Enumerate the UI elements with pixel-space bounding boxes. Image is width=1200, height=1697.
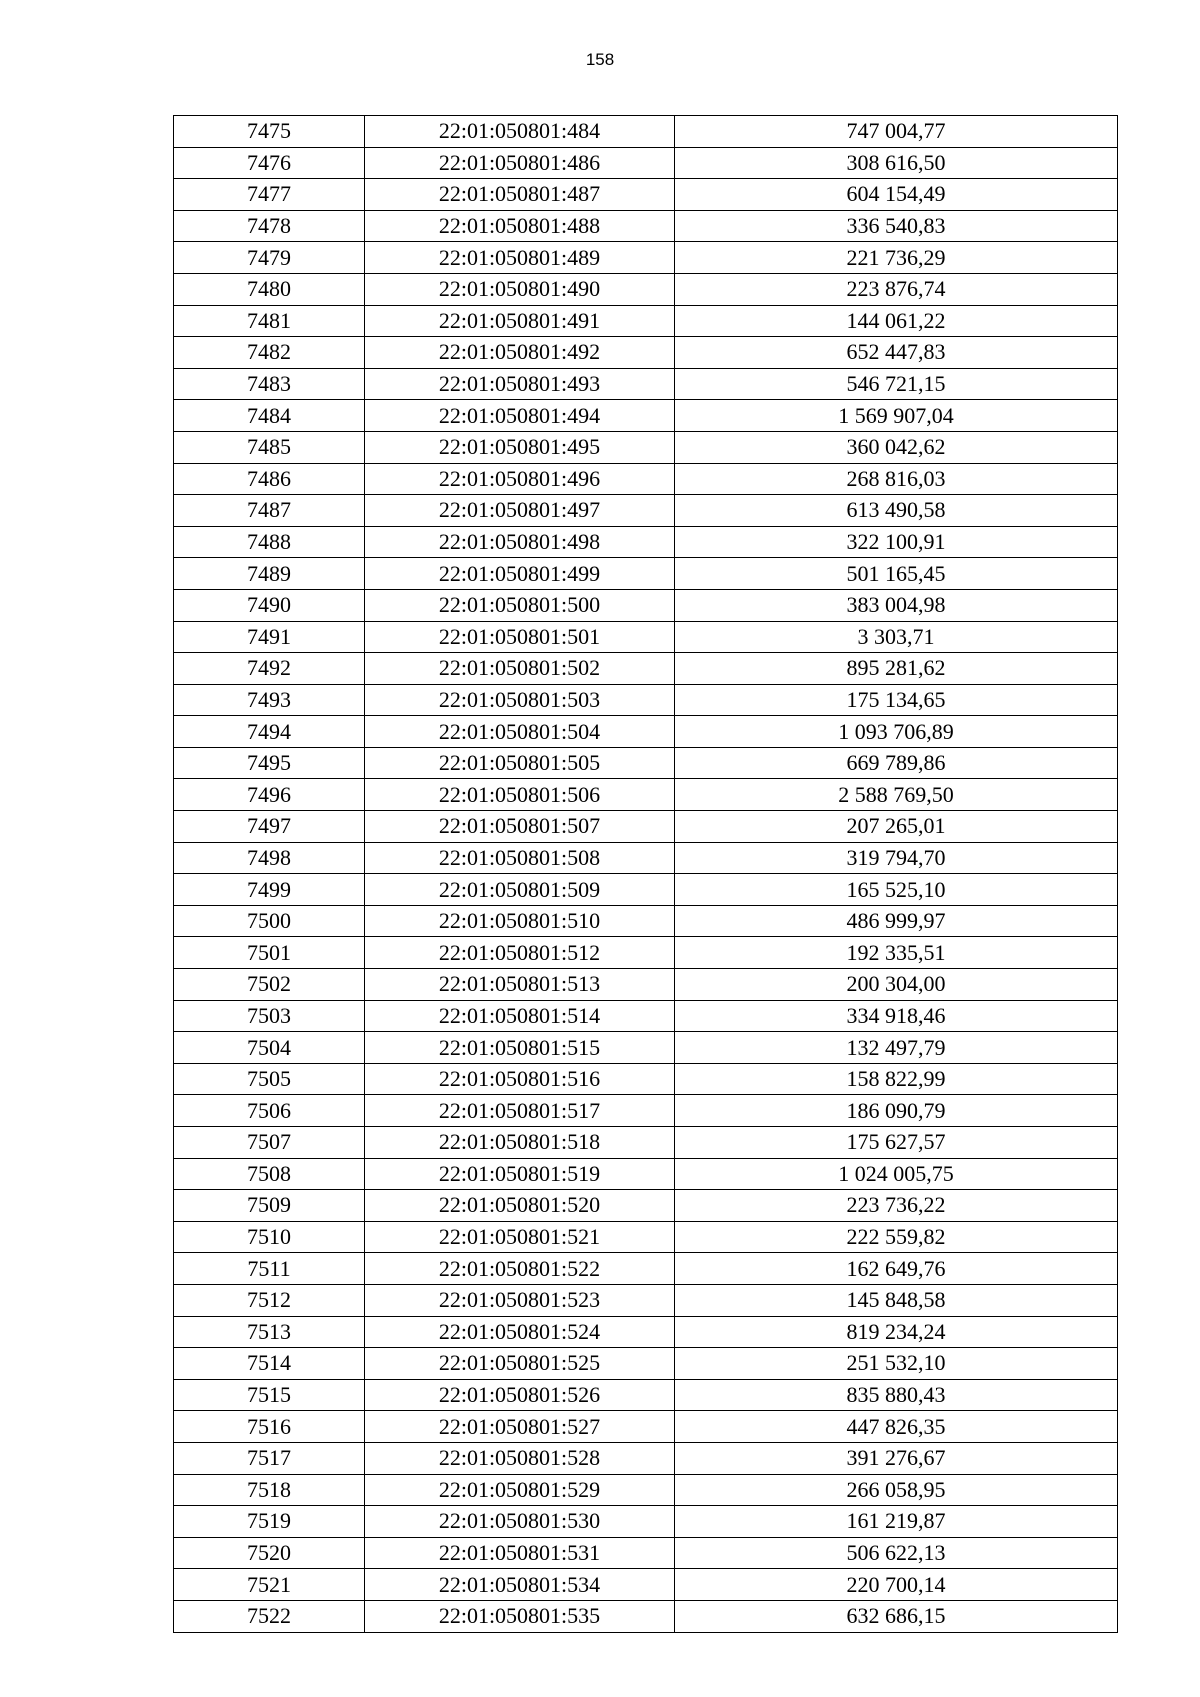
table-row <box>174 747 1118 779</box>
row-number-cell: 7506 <box>174 1095 365 1127</box>
cadastral-number-cell: 22:01:050801:501 <box>365 621 675 653</box>
table-row <box>174 905 1118 937</box>
cadastral-number-cell: 22:01:050801:502 <box>365 653 675 685</box>
cadastral-value-cell: 360 042,62 <box>675 431 1118 463</box>
cadastral-value-table <box>173 115 1118 1633</box>
row-number-cell: 7504 <box>174 1032 365 1064</box>
table-row <box>174 811 1118 843</box>
cadastral-number-cell: 22:01:050801:518 <box>365 1127 675 1159</box>
table-row <box>174 400 1118 432</box>
cadastral-value-cell: 322 100,91 <box>675 526 1118 558</box>
cadastral-number-cell: 22:01:050801:525 <box>365 1348 675 1380</box>
cadastral-number-cell: 22:01:050801:524 <box>365 1316 675 1348</box>
cadastral-value-cell: 223 876,74 <box>675 273 1118 305</box>
row-number-cell: 7500 <box>174 905 365 937</box>
row-number-cell: 7508 <box>174 1158 365 1190</box>
cadastral-value-cell: 132 497,79 <box>675 1032 1118 1064</box>
table-row <box>174 1000 1118 1032</box>
row-number-cell: 7486 <box>174 463 365 495</box>
cadastral-number-cell: 22:01:050801:523 <box>365 1284 675 1316</box>
cadastral-number-cell: 22:01:050801:490 <box>365 273 675 305</box>
cadastral-number-cell: 22:01:050801:492 <box>365 337 675 369</box>
table-row <box>174 969 1118 1001</box>
table-row <box>174 1537 1118 1569</box>
cadastral-value-cell: 207 265,01 <box>675 811 1118 843</box>
table-row <box>174 1063 1118 1095</box>
row-number-cell: 7511 <box>174 1253 365 1285</box>
cadastral-number-cell: 22:01:050801:496 <box>365 463 675 495</box>
table-row <box>174 463 1118 495</box>
table-row <box>174 116 1118 148</box>
cadastral-value-cell: 165 525,10 <box>675 874 1118 906</box>
row-number-cell: 7512 <box>174 1284 365 1316</box>
cadastral-value-cell: 1 569 907,04 <box>675 400 1118 432</box>
cadastral-value-cell: 1 093 706,89 <box>675 716 1118 748</box>
row-number-cell: 7509 <box>174 1190 365 1222</box>
table-row <box>174 1032 1118 1064</box>
cadastral-value-cell: 819 234,24 <box>675 1316 1118 1348</box>
cadastral-value-cell: 546 721,15 <box>675 368 1118 400</box>
cadastral-number-cell: 22:01:050801:522 <box>365 1253 675 1285</box>
cadastral-value-cell: 308 616,50 <box>675 147 1118 179</box>
cadastral-value-cell: 266 058,95 <box>675 1474 1118 1506</box>
row-number-cell: 7505 <box>174 1063 365 1095</box>
cadastral-value-cell: 336 540,83 <box>675 210 1118 242</box>
table-row <box>174 1316 1118 1348</box>
cadastral-number-cell: 22:01:050801:487 <box>365 179 675 211</box>
cadastral-value-cell: 158 822,99 <box>675 1063 1118 1095</box>
cadastral-value-cell: 200 304,00 <box>675 969 1118 1001</box>
row-number-cell: 7497 <box>174 811 365 843</box>
row-number-cell: 7495 <box>174 747 365 779</box>
row-number-cell: 7503 <box>174 1000 365 1032</box>
table-row <box>174 526 1118 558</box>
cadastral-value-cell: 144 061,22 <box>675 305 1118 337</box>
table-row <box>174 1569 1118 1601</box>
cadastral-value-cell: 175 627,57 <box>675 1127 1118 1159</box>
cadastral-value-cell: 145 848,58 <box>675 1284 1118 1316</box>
cadastral-value-cell: 319 794,70 <box>675 842 1118 874</box>
table-row <box>174 1253 1118 1285</box>
cadastral-number-cell: 22:01:050801:484 <box>365 116 675 148</box>
table-row <box>174 1127 1118 1159</box>
table-row <box>174 1474 1118 1506</box>
cadastral-value-cell: 175 134,65 <box>675 684 1118 716</box>
cadastral-number-cell: 22:01:050801:493 <box>365 368 675 400</box>
row-number-cell: 7478 <box>174 210 365 242</box>
table-row <box>174 1190 1118 1222</box>
cadastral-value-cell: 895 281,62 <box>675 653 1118 685</box>
row-number-cell: 7480 <box>174 273 365 305</box>
table-row <box>174 1506 1118 1538</box>
cadastral-value-cell: 222 559,82 <box>675 1221 1118 1253</box>
row-number-cell: 7520 <box>174 1537 365 1569</box>
table-row <box>174 653 1118 685</box>
table-row <box>174 242 1118 274</box>
cadastral-value-cell: 192 335,51 <box>675 937 1118 969</box>
cadastral-number-cell: 22:01:050801:534 <box>365 1569 675 1601</box>
cadastral-value-cell: 747 004,77 <box>675 116 1118 148</box>
cadastral-number-cell: 22:01:050801:514 <box>365 1000 675 1032</box>
cadastral-value-cell: 161 219,87 <box>675 1506 1118 1538</box>
table-row <box>174 1348 1118 1380</box>
row-number-cell: 7481 <box>174 305 365 337</box>
table-row <box>174 621 1118 653</box>
cadastral-number-cell: 22:01:050801:510 <box>365 905 675 937</box>
row-number-cell: 7507 <box>174 1127 365 1159</box>
row-number-cell: 7522 <box>174 1600 365 1632</box>
cadastral-number-cell: 22:01:050801:509 <box>365 874 675 906</box>
cadastral-number-cell: 22:01:050801:516 <box>365 1063 675 1095</box>
table-row <box>174 1284 1118 1316</box>
page-number: 158 <box>585 50 615 69</box>
row-number-cell: 7494 <box>174 716 365 748</box>
cadastral-value-cell: 501 165,45 <box>675 558 1118 590</box>
table-row <box>174 210 1118 242</box>
cadastral-number-cell: 22:01:050801:529 <box>365 1474 675 1506</box>
table-row <box>174 1411 1118 1443</box>
table-row <box>174 1442 1118 1474</box>
table-row <box>174 147 1118 179</box>
row-number-cell: 7518 <box>174 1474 365 1506</box>
row-number-cell: 7502 <box>174 969 365 1001</box>
table-row <box>174 874 1118 906</box>
cadastral-number-cell: 22:01:050801:499 <box>365 558 675 590</box>
row-number-cell: 7476 <box>174 147 365 179</box>
table-row <box>174 337 1118 369</box>
cadastral-value-cell: 220 700,14 <box>675 1569 1118 1601</box>
cadastral-number-cell: 22:01:050801:535 <box>365 1600 675 1632</box>
cadastral-number-cell: 22:01:050801:512 <box>365 937 675 969</box>
cadastral-number-cell: 22:01:050801:517 <box>365 1095 675 1127</box>
cadastral-value-cell: 221 736,29 <box>675 242 1118 274</box>
cadastral-value-cell: 3 303,71 <box>675 621 1118 653</box>
table-row <box>174 431 1118 463</box>
cadastral-number-cell: 22:01:050801:530 <box>365 1506 675 1538</box>
table-row <box>174 937 1118 969</box>
cadastral-number-cell: 22:01:050801:498 <box>365 526 675 558</box>
row-number-cell: 7521 <box>174 1569 365 1601</box>
cadastral-value-cell: 391 276,67 <box>675 1442 1118 1474</box>
cadastral-number-cell: 22:01:050801:494 <box>365 400 675 432</box>
cadastral-number-cell: 22:01:050801:489 <box>365 242 675 274</box>
cadastral-value-cell: 334 918,46 <box>675 1000 1118 1032</box>
table-row <box>174 368 1118 400</box>
table-row <box>174 589 1118 621</box>
row-number-cell: 7489 <box>174 558 365 590</box>
row-number-cell: 7488 <box>174 526 365 558</box>
cadastral-value-cell: 383 004,98 <box>675 589 1118 621</box>
table-row <box>174 1600 1118 1632</box>
cadastral-number-cell: 22:01:050801:531 <box>365 1537 675 1569</box>
cadastral-number-cell: 22:01:050801:507 <box>365 811 675 843</box>
row-number-cell: 7485 <box>174 431 365 463</box>
cadastral-value-cell: 506 622,13 <box>675 1537 1118 1569</box>
cadastral-number-cell: 22:01:050801:500 <box>365 589 675 621</box>
cadastral-value-cell: 447 826,35 <box>675 1411 1118 1443</box>
row-number-cell: 7477 <box>174 179 365 211</box>
cadastral-number-cell: 22:01:050801:491 <box>365 305 675 337</box>
row-number-cell: 7519 <box>174 1506 365 1538</box>
table-row <box>174 273 1118 305</box>
cadastral-value-cell: 162 649,76 <box>675 1253 1118 1285</box>
row-number-cell: 7490 <box>174 589 365 621</box>
cadastral-value-cell: 486 999,97 <box>675 905 1118 937</box>
row-number-cell: 7492 <box>174 653 365 685</box>
cadastral-value-cell: 604 154,49 <box>675 179 1118 211</box>
table-row <box>174 495 1118 527</box>
cadastral-value-cell: 223 736,22 <box>675 1190 1118 1222</box>
cadastral-number-cell: 22:01:050801:486 <box>365 147 675 179</box>
table-row <box>174 305 1118 337</box>
cadastral-value-cell: 835 880,43 <box>675 1379 1118 1411</box>
row-number-cell: 7491 <box>174 621 365 653</box>
cadastral-number-cell: 22:01:050801:520 <box>365 1190 675 1222</box>
table-row <box>174 1379 1118 1411</box>
cadastral-number-cell: 22:01:050801:521 <box>365 1221 675 1253</box>
cadastral-value-cell: 251 532,10 <box>675 1348 1118 1380</box>
cadastral-number-cell: 22:01:050801:504 <box>365 716 675 748</box>
table-row <box>174 716 1118 748</box>
table-row <box>174 684 1118 716</box>
cadastral-number-cell: 22:01:050801:503 <box>365 684 675 716</box>
row-number-cell: 7516 <box>174 1411 365 1443</box>
row-number-cell: 7499 <box>174 874 365 906</box>
cadastral-number-cell: 22:01:050801:519 <box>365 1158 675 1190</box>
table-row <box>174 779 1118 811</box>
row-number-cell: 7514 <box>174 1348 365 1380</box>
cadastral-value-cell: 1 024 005,75 <box>675 1158 1118 1190</box>
cadastral-number-cell: 22:01:050801:528 <box>365 1442 675 1474</box>
cadastral-number-cell: 22:01:050801:506 <box>365 779 675 811</box>
row-number-cell: 7475 <box>174 116 365 148</box>
table-body <box>174 116 1118 1633</box>
cadastral-number-cell: 22:01:050801:488 <box>365 210 675 242</box>
cadastral-number-cell: 22:01:050801:497 <box>365 495 675 527</box>
row-number-cell: 7498 <box>174 842 365 874</box>
row-number-cell: 7482 <box>174 337 365 369</box>
table-row <box>174 1158 1118 1190</box>
row-number-cell: 7513 <box>174 1316 365 1348</box>
row-number-cell: 7517 <box>174 1442 365 1474</box>
cadastral-number-cell: 22:01:050801:508 <box>365 842 675 874</box>
table-row <box>174 179 1118 211</box>
cadastral-number-cell: 22:01:050801:513 <box>365 969 675 1001</box>
cadastral-value-cell: 669 789,86 <box>675 747 1118 779</box>
row-number-cell: 7484 <box>174 400 365 432</box>
row-number-cell: 7501 <box>174 937 365 969</box>
row-number-cell: 7479 <box>174 242 365 274</box>
cadastral-value-cell: 2 588 769,50 <box>675 779 1118 811</box>
cadastral-number-cell: 22:01:050801:515 <box>365 1032 675 1064</box>
cadastral-value-cell: 186 090,79 <box>675 1095 1118 1127</box>
row-number-cell: 7487 <box>174 495 365 527</box>
cadastral-number-cell: 22:01:050801:526 <box>365 1379 675 1411</box>
cadastral-number-cell: 22:01:050801:527 <box>365 1411 675 1443</box>
cadastral-number-cell: 22:01:050801:505 <box>365 747 675 779</box>
cadastral-value-cell: 632 686,15 <box>675 1600 1118 1632</box>
cadastral-value-cell: 652 447,83 <box>675 337 1118 369</box>
table-row <box>174 1221 1118 1253</box>
table-row <box>174 842 1118 874</box>
row-number-cell: 7496 <box>174 779 365 811</box>
table-row <box>174 1095 1118 1127</box>
row-number-cell: 7493 <box>174 684 365 716</box>
cadastral-number-cell: 22:01:050801:495 <box>365 431 675 463</box>
row-number-cell: 7510 <box>174 1221 365 1253</box>
row-number-cell: 7483 <box>174 368 365 400</box>
table-row <box>174 558 1118 590</box>
row-number-cell: 7515 <box>174 1379 365 1411</box>
cadastral-value-cell: 613 490,58 <box>675 495 1118 527</box>
cadastral-value-cell: 268 816,03 <box>675 463 1118 495</box>
